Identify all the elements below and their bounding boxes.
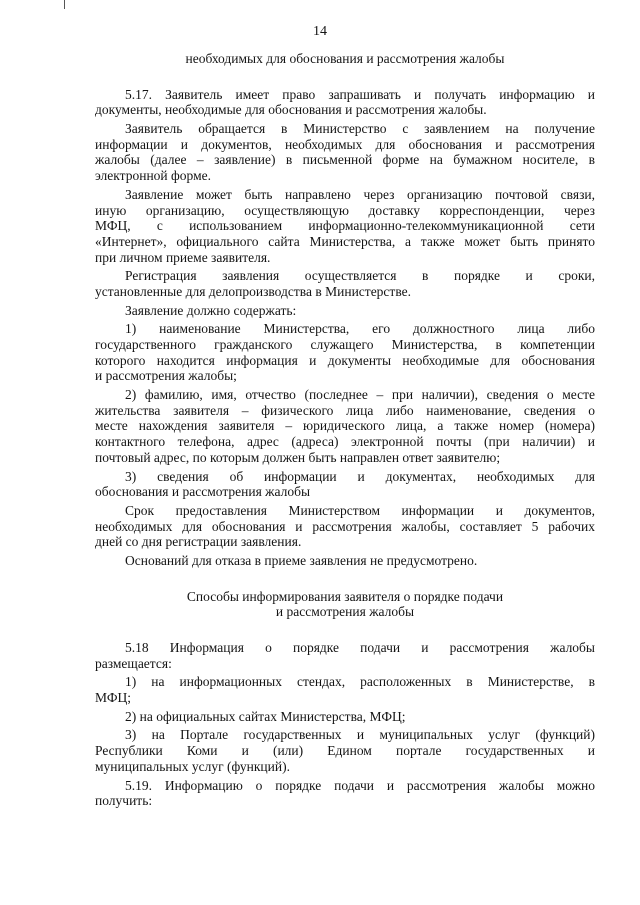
text-line: и рассмотрения жалобы; [95, 368, 237, 384]
paragraph [95, 87, 595, 118]
document-body [95, 51, 595, 809]
paragraph-spacer [95, 569, 595, 589]
text-line: Способы информирования заявителя о порядке подачи [186, 588, 504, 604]
paragraph [95, 727, 595, 774]
text-line: Заявление может быть направлено через организацию почтовой связи, [125, 186, 595, 202]
text-line: 3) на Портале государственных и муниципальных услуг (функций) [125, 727, 595, 743]
text-line: документы, необходимые для обоснования и рассмотрения жалобы. [95, 102, 487, 118]
paragraph [95, 469, 595, 500]
scan-mark [64, 0, 65, 9]
paragraph [95, 640, 595, 671]
text-line: необходимых для обоснования и рассмотрения жалобы [185, 51, 505, 66]
paragraph [95, 674, 595, 705]
paragraph [95, 121, 595, 184]
text-line: 5.18 Информация о порядке подачи и рассмотрения жалобы [125, 640, 595, 655]
text-line: обоснования и рассмотрения жалобы [95, 484, 311, 500]
text-line: МФЦ, с использованием информационно-телекоммуникационной сети [95, 218, 595, 234]
paragraph [95, 51, 595, 67]
page-number: 14 [313, 24, 327, 39]
paragraph [95, 321, 595, 384]
text-line: информации и документов, необходимых для обоснования и рассмотрения [95, 136, 595, 152]
paragraph [95, 553, 595, 569]
text-line: «Интернет», официального сайта Министерства, а также может быть принято [95, 233, 595, 249]
text-line: Заявитель обращается в Министерство с заявлением на получение [125, 121, 595, 137]
text-line: муниципальных услуг (функций). [95, 758, 290, 774]
text-line: Заявление должно содержать: [125, 302, 297, 318]
text-line: 1) наименование Министерства, его должностного лица либо [125, 321, 595, 337]
paragraph [95, 589, 595, 620]
text-line: Республики Коми и (или) Едином портале государственных и [95, 743, 595, 759]
text-line: жалобы (далее – заявление) в письменной форме на бумажном носителе, в [95, 152, 595, 168]
text-line: иную организацию, осуществляющую доставку корреспонденции, через [95, 202, 595, 218]
text-line: 5.17. Заявитель имеет право запрашивать и получать информацию и [125, 86, 595, 102]
text-line: Срок предоставления Министерством информации и документов, [125, 502, 595, 518]
paragraph [95, 387, 595, 465]
text-line: жительства заявителя – физического лица либо наименование, сведения о [95, 402, 595, 418]
text-line: Регистрация заявления осуществляется в порядке и сроки, [125, 268, 595, 284]
text-line: размещается: [95, 655, 172, 671]
text-line: 5.19. Информацию о порядке подачи и рассмотрения жалобы можно [125, 777, 595, 793]
text-line: необходимых для обоснования и рассмотрения жалобы, составляет 5 рабочих [95, 518, 595, 534]
text-line: которого находится информация и документы необходимые для обоснования [95, 352, 595, 368]
text-line: МФЦ; [95, 690, 131, 706]
paragraph [95, 778, 595, 809]
text-line: Оснований для отказа в приеме заявления не предусмотрено. [125, 552, 478, 568]
text-line: государственного гражданского служащего Министерства, в компетенции [95, 337, 595, 352]
text-line: и рассмотрения жалобы [275, 604, 415, 620]
text-line: контактного телефона, адрес (адреса) электронной почты (при наличии) и [95, 434, 595, 450]
text-line: при личном приеме заявителя. [95, 249, 271, 265]
text-line: дней со дня регистрации заявления. [95, 534, 302, 550]
paragraph [95, 503, 595, 550]
paragraph [95, 268, 595, 299]
text-line: установленные для делопроизводства в Министерстве. [95, 283, 411, 299]
text-line: получить: [95, 793, 153, 809]
paragraph-spacer [95, 620, 595, 640]
text-line: 1) на информационных стендах, расположенных в Министерстве, в [125, 674, 595, 690]
text-line: электронной форме. [95, 168, 211, 184]
paragraph [95, 303, 595, 319]
paragraph [95, 709, 595, 725]
paragraph [95, 187, 595, 265]
text-line: 3) сведения об информации и документах, необходимых для [125, 468, 595, 484]
text-line: почтовый адрес, по которым должен быть направлен ответ заявителю; [95, 449, 501, 465]
text-line: 2) фамилию, имя, отчество (последнее – при наличии), сведения о месте [125, 387, 595, 403]
text-line: месте нахождения заявителя – юридического лица, а также номер (номера) [95, 418, 595, 434]
paragraph-spacer [95, 67, 595, 87]
text-line: 2) на официальных сайтах Министерства, МФЦ; [125, 708, 406, 724]
